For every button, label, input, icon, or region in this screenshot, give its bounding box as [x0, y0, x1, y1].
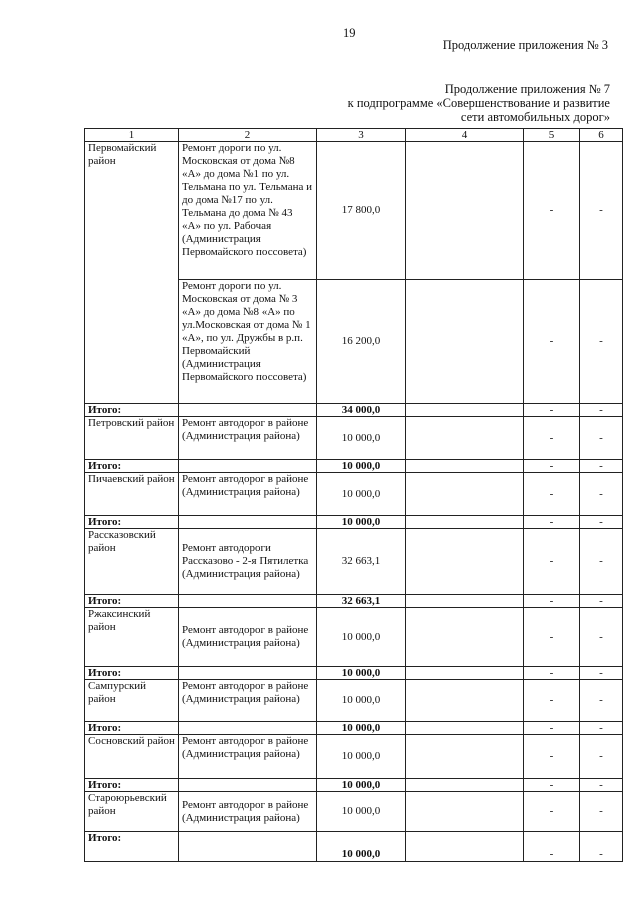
total-label: Итого:	[85, 595, 179, 608]
total-amount: 10 000,0	[317, 722, 406, 735]
amount-cell: 10 000,0	[317, 680, 406, 722]
dash-cell: -	[580, 473, 623, 516]
total-label: Итого:	[85, 722, 179, 735]
road-repair-table	[84, 128, 623, 862]
amount-cell: 10 000,0	[317, 735, 406, 779]
dash-cell: -	[524, 722, 580, 735]
dash-cell: -	[580, 529, 623, 595]
total-amount: 10 000,0	[317, 460, 406, 473]
column-number-5: 5	[524, 129, 580, 142]
total-label: Итого:	[85, 667, 179, 680]
empty-cell	[406, 667, 524, 680]
column-number-6: 6	[580, 129, 623, 142]
column-number-header-row	[85, 129, 623, 142]
total-amount: 32 663,1	[317, 595, 406, 608]
empty-cell	[406, 722, 524, 735]
empty-cell	[406, 735, 524, 779]
empty-cell	[406, 680, 524, 722]
dash-cell: -	[580, 722, 623, 735]
project-description: Ремонт автодороги Рассказово - 2-я Пятилетка (Администрация района)	[179, 529, 317, 595]
total-amount: 10 000,0	[317, 667, 406, 680]
table-row	[85, 680, 623, 722]
empty-cell	[179, 832, 317, 862]
total-label: Итого:	[85, 779, 179, 792]
empty-cell	[406, 779, 524, 792]
district-name: Рассказовский район	[85, 529, 179, 595]
project-description: Ремонт автодорог в районе (Администрация района)	[179, 473, 317, 516]
empty-cell	[179, 460, 317, 473]
page-number: 19	[343, 26, 356, 40]
table-row	[85, 529, 623, 595]
table-row	[85, 735, 623, 779]
empty-cell	[406, 404, 524, 417]
total-row	[85, 722, 623, 735]
empty-cell	[406, 529, 524, 595]
dash-cell: -	[524, 792, 580, 832]
dash-cell: -	[580, 417, 623, 460]
project-description: Ремонт автодорог в районе (Администрация района)	[179, 792, 317, 832]
dash-cell: -	[524, 417, 580, 460]
total-amount: 10 000,0	[317, 832, 406, 862]
dash-cell: -	[524, 529, 580, 595]
appendix-7-line-2: к подпрограмме «Совершенствование и развитие	[347, 96, 610, 110]
table-row	[85, 142, 623, 280]
empty-cell	[179, 779, 317, 792]
amount-cell: 10 000,0	[317, 608, 406, 667]
dash-cell: -	[580, 516, 623, 529]
district-name: Ржаксинский район	[85, 608, 179, 667]
empty-cell	[179, 722, 317, 735]
total-row	[85, 832, 623, 862]
empty-cell	[406, 142, 524, 280]
column-number-3: 3	[317, 129, 406, 142]
empty-cell	[406, 417, 524, 460]
total-amount: 10 000,0	[317, 516, 406, 529]
dash-cell: -	[524, 595, 580, 608]
amount-cell: 32 663,1	[317, 529, 406, 595]
empty-cell	[179, 516, 317, 529]
total-label: Итого:	[85, 516, 179, 529]
total-row	[85, 404, 623, 417]
dash-cell: -	[524, 735, 580, 779]
table-row	[85, 792, 623, 832]
continuation-appendix-7	[348, 82, 610, 124]
amount-cell: 17 800,0	[317, 142, 406, 280]
dash-cell: -	[580, 832, 623, 862]
district-name: Сосновский район	[85, 735, 179, 779]
dash-cell: -	[524, 608, 580, 667]
empty-cell	[406, 280, 524, 404]
total-amount: 10 000,0	[317, 779, 406, 792]
district-name: Сампурский район	[85, 680, 179, 722]
dash-cell: -	[580, 280, 623, 404]
dash-cell: -	[580, 460, 623, 473]
dash-cell: -	[580, 595, 623, 608]
project-description: Ремонт автодорог в районе (Администрация района)	[179, 680, 317, 722]
appendix-7-line-1: Продолжение приложения № 7	[444, 82, 610, 96]
empty-cell	[179, 595, 317, 608]
empty-cell	[406, 473, 524, 516]
column-number-1: 1	[85, 129, 179, 142]
empty-cell	[406, 792, 524, 832]
total-row	[85, 460, 623, 473]
total-label: Итого:	[85, 460, 179, 473]
dash-cell: -	[524, 473, 580, 516]
continuation-appendix-3: Продолжение приложения № 3	[442, 38, 608, 52]
total-label: Итого:	[85, 832, 179, 862]
dash-cell: -	[580, 779, 623, 792]
project-description: Ремонт дороги по ул. Московская от дома № 3 «А» до дома №8 «А» по ул.Московская от дома № 1 «А», по ул. Дружбы в р.п. Первомайский (Администрация Первомайского поссовета)	[179, 280, 317, 404]
district-name: Староюрьевский район	[85, 792, 179, 832]
district-name: Первомайский район	[85, 142, 179, 404]
dash-cell: -	[524, 832, 580, 862]
dash-cell: -	[524, 680, 580, 722]
dash-cell: -	[580, 680, 623, 722]
dash-cell: -	[580, 667, 623, 680]
amount-cell: 10 000,0	[317, 473, 406, 516]
total-row	[85, 516, 623, 529]
empty-cell	[406, 595, 524, 608]
dash-cell: -	[580, 608, 623, 667]
dash-cell: -	[524, 404, 580, 417]
table-row	[85, 417, 623, 460]
dash-cell: -	[580, 792, 623, 832]
empty-cell	[406, 460, 524, 473]
total-amount: 34 000,0	[317, 404, 406, 417]
table-row	[85, 608, 623, 667]
total-label: Итого:	[85, 404, 179, 417]
dash-cell: -	[580, 142, 623, 280]
empty-cell	[179, 667, 317, 680]
dash-cell: -	[524, 516, 580, 529]
total-row	[85, 667, 623, 680]
district-name: Пичаевский район	[85, 473, 179, 516]
project-description: Ремонт автодорог в районе (Администрация района)	[179, 608, 317, 667]
total-row	[85, 595, 623, 608]
column-number-4: 4	[406, 129, 524, 142]
empty-cell	[406, 516, 524, 529]
dash-cell: -	[580, 735, 623, 779]
column-number-2: 2	[179, 129, 317, 142]
project-description: Ремонт автодорог в районе (Администрация района)	[179, 417, 317, 460]
table-row	[85, 473, 623, 516]
amount-cell: 10 000,0	[317, 417, 406, 460]
appendix-7-line-3: сети автомобильных дорог»	[460, 110, 610, 124]
empty-cell	[406, 608, 524, 667]
dash-cell: -	[524, 142, 580, 280]
project-description: Ремонт дороги по ул. Московская от дома №8 «А» до дома №1 по ул. Тельмана по ул. Тельмана и до дома №17 по ул. Тельмана до дома № 43 «А» по ул. Рабочая (Администрация Первомайского поссовета)	[179, 142, 317, 280]
dash-cell: -	[580, 404, 623, 417]
total-row	[85, 779, 623, 792]
project-description: Ремонт автодорог в районе (Администрация района)	[179, 735, 317, 779]
empty-cell	[406, 832, 524, 862]
dash-cell: -	[524, 280, 580, 404]
dash-cell: -	[524, 667, 580, 680]
dash-cell: -	[524, 460, 580, 473]
amount-cell: 10 000,0	[317, 792, 406, 832]
empty-cell	[179, 404, 317, 417]
dash-cell: -	[524, 779, 580, 792]
amount-cell: 16 200,0	[317, 280, 406, 404]
district-name: Петровский район	[85, 417, 179, 460]
